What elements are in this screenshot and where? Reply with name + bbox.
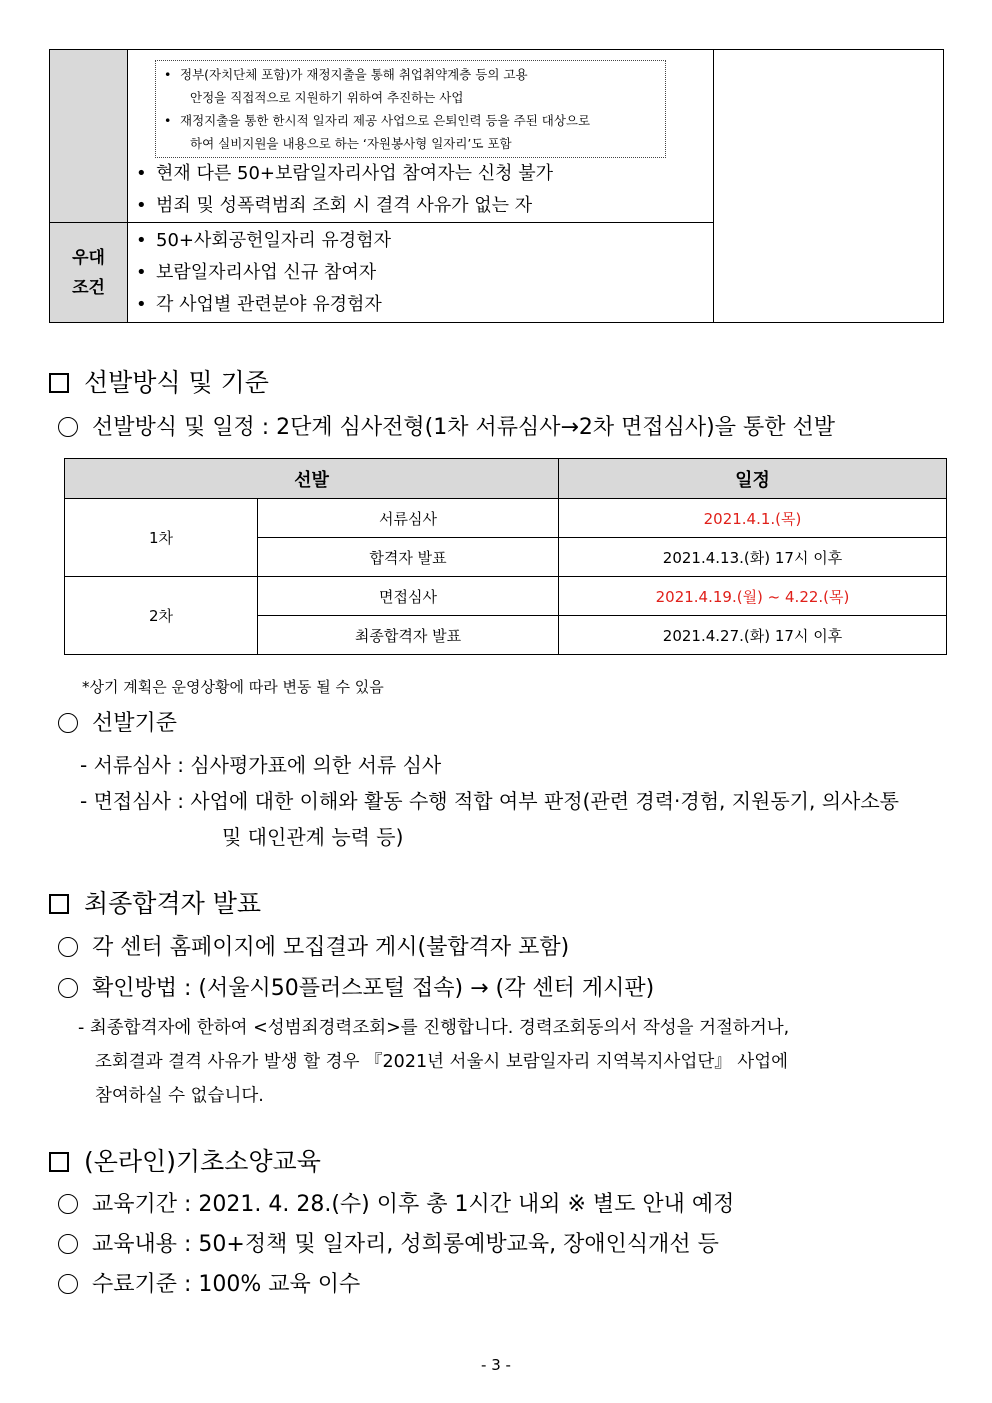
circle-bullet-icon [58,978,78,998]
criteria-heading: 선발기준 [58,710,177,738]
section-heading-education: (온라인)기초소양교육 [49,1147,321,1177]
circle-bullet-icon [58,937,78,957]
date-cell: 2021.4.27.(화) 17시 이후 [559,616,947,655]
circle-bullet-icon [58,1194,78,1214]
dashed-note-item: • 정부(자치단체 포함)가 재정지출을 통해 취업취약계층 등의 고용 안정을 직접적으로 지원하기 위하여 추진하는 사업 [164,67,528,105]
education-item: 수료기준 : 100% 교육 이수 [58,1271,360,1299]
table-row [65,577,947,616]
education-item: 교육기간 : 2021. 4. 28.(수) 이후 총 1시간 내외 ※ 별도 안내 예정 [58,1191,734,1219]
preference-bullet: • 각 사업별 관련분야 유경험자 [136,294,382,315]
announcement-notice-line: - 최종합격자에 한하여 <성범죄경력조회>를 진행합니다. 경력조회동의서 작성을 거절하거나, [78,1018,790,1038]
stage-cell: 1차 [65,499,258,577]
table-row [65,499,947,538]
section-heading-selection: 선발방식 및 기준 [49,368,269,398]
preference-content-cell [128,223,714,323]
eligibility-label-cell [50,50,128,223]
circle-bullet-icon [58,1234,78,1254]
announcement-item: 각 센터 홈페이지에 모집결과 게시(불합격자 포함) [58,934,569,962]
checkbox-square-icon [49,1152,69,1172]
schedule-header-selection: 선발 [65,459,559,499]
eligibility-content-cell [128,50,714,223]
schedule-note: *상기 계획은 운영상황에 따라 변동 될 수 있음 [82,678,384,696]
announcement-notice-line: 조회결과 결격 사유가 발생 할 경우 『2021년 서울시 보람일자리 지역복지사업단』 사업에 [95,1052,789,1072]
date-cell: 2021.4.13.(화) 17시 이후 [559,538,947,577]
selection-method-line: 선발방식 및 일정 : 2단계 심사전형(1차 서류심사→2차 면접심사)을 통한 선발 [58,414,835,442]
circle-bullet-icon [58,417,78,437]
item-cell: 서류심사 [258,499,559,538]
criteria-interview-continued: 및 대인관계 능력 등) [222,825,404,849]
schedule-header-date: 일정 [559,459,947,499]
checkbox-square-icon [49,894,69,914]
eligibility-bullet: • 범죄 및 성폭력범죄 조회 시 결격 사유가 없는 자 [136,195,533,216]
dashed-note-item: • 재정지출을 통한 한시적 일자리 제공 사업으로 은퇴인력 등을 주된 대상으로 하여 실비지원을 내용으로 하는 ‘자원봉사형 일자리’도 포함 [164,113,591,151]
circle-bullet-icon [58,713,78,733]
announcement-item: 확인방법 : (서울시50플러스포털 접속) → (각 센터 게시판) [58,975,654,1003]
item-cell: 면접심사 [258,577,559,616]
stage-cell: 2차 [65,577,258,655]
criteria-interview: - 면접심사 : 사업에 대한 이해와 활동 수행 적합 여부 판정(관련 경력·경험, 지원동기, 의사소통 [80,789,900,813]
date-cell: 2021.4.19.(월) ~ 4.22.(목) [559,577,947,616]
checkbox-square-icon [49,373,69,393]
section-heading-announcement: 최종합격자 발표 [49,889,261,919]
preference-bullet: • 보람일자리사업 신규 참여자 [136,262,377,283]
announcement-notice-line: 참여하실 수 없습니다. [95,1086,264,1106]
schedule-table [64,458,947,655]
eligibility-table [49,49,944,323]
date-cell: 2021.4.1.(목) [559,499,947,538]
item-cell: 합격자 발표 [258,538,559,577]
preference-bullet: • 50+사회공헌일자리 유경험자 [136,230,391,251]
eligibility-bullet: • 현재 다른 50+보람일자리사업 참여자는 신청 불가 [136,163,553,184]
preference-label: 우대 조건 [50,223,128,323]
dashed-note-box [155,60,666,158]
education-item: 교육내용 : 50+정책 및 일자리, 성희롱예방교육, 장애인식개선 등 [58,1231,719,1259]
criteria-document-review: - 서류심사 : 심사평가표에 의한 서류 심사 [80,753,442,777]
eligibility-side-cell [714,50,944,323]
item-cell: 최종합격자 발표 [258,616,559,655]
page-number: - 3 - [481,1356,511,1374]
circle-bullet-icon [58,1274,78,1294]
